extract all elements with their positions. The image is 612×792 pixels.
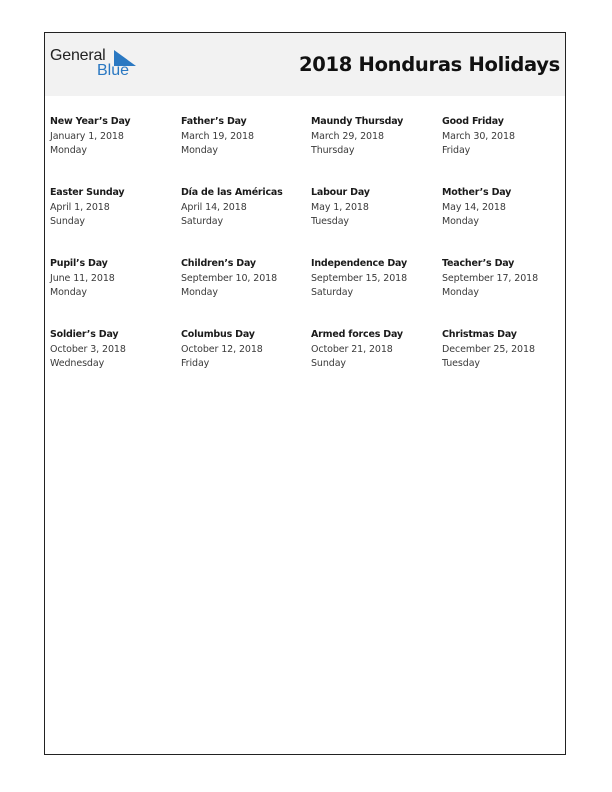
holiday-weekday: Monday — [50, 145, 87, 156]
holiday-weekday: Monday — [181, 287, 218, 298]
generalblue-logo — [50, 47, 140, 83]
holiday-date: June 11, 2018 — [50, 272, 115, 284]
holiday-weekday: Sunday — [50, 216, 85, 227]
holiday-item — [50, 328, 176, 372]
holiday-item — [50, 186, 176, 230]
holiday-item — [442, 328, 568, 372]
holiday-name: Easter Sunday — [50, 187, 125, 198]
holiday-weekday: Friday — [181, 358, 210, 369]
holiday-name: Armed forces Day — [311, 329, 403, 340]
holiday-weekday: Monday — [442, 216, 479, 227]
holiday-weekday: Friday — [442, 145, 471, 156]
holiday-item — [311, 186, 437, 230]
holiday-name: Teacher’s Day — [442, 258, 515, 269]
holiday-name: Maundy Thursday — [311, 116, 404, 127]
page-title: 2018 Honduras Holidays — [299, 53, 560, 76]
holiday-name: Father’s Day — [181, 116, 247, 127]
holiday-date: September 15, 2018 — [311, 272, 408, 284]
holiday-item — [442, 257, 568, 301]
calendar-sheet — [44, 32, 566, 755]
holiday-weekday: Saturday — [181, 216, 224, 227]
holiday-item — [442, 186, 568, 230]
holiday-weekday: Tuesday — [311, 216, 349, 227]
holiday-weekday: Thursday — [311, 145, 355, 156]
holiday-item — [311, 328, 437, 372]
holiday-weekday: Wednesday — [50, 358, 105, 369]
holiday-name: Soldier’s Day — [50, 329, 119, 340]
holiday-name: Columbus Day — [181, 329, 255, 340]
holiday-weekday: Monday — [442, 287, 479, 298]
logo-word-blue: Blue — [97, 62, 130, 79]
holiday-item — [181, 115, 307, 159]
holiday-date: April 1, 2018 — [50, 201, 110, 213]
holiday-date: March 30, 2018 — [442, 130, 515, 142]
holiday-weekday: Sunday — [311, 358, 346, 369]
holiday-weekday: Tuesday — [442, 358, 480, 369]
holiday-date: September 10, 2018 — [181, 272, 278, 284]
logo-word-general: General — [50, 47, 106, 64]
holiday-date: March 19, 2018 — [181, 130, 254, 142]
holiday-weekday: Saturday — [311, 287, 354, 298]
holiday-date: January 1, 2018 — [50, 130, 124, 142]
holiday-date: May 1, 2018 — [311, 201, 369, 213]
holiday-item — [181, 328, 307, 372]
holiday-date: May 14, 2018 — [442, 201, 506, 213]
holiday-item — [311, 257, 437, 301]
holiday-item — [50, 257, 176, 301]
holiday-name: Día de las Américas — [181, 187, 283, 198]
holiday-name: Mother’s Day — [442, 187, 512, 198]
holiday-date: October 12, 2018 — [181, 343, 263, 355]
holiday-name: Pupil’s Day — [50, 258, 108, 269]
holiday-item — [181, 257, 307, 301]
holiday-weekday: Monday — [50, 287, 87, 298]
holiday-name: Good Friday — [442, 116, 504, 127]
holiday-date: October 21, 2018 — [311, 343, 393, 355]
holiday-item — [442, 115, 568, 159]
holiday-name: Independence Day — [311, 258, 407, 269]
holiday-item — [311, 115, 437, 159]
holiday-date: March 29, 2018 — [311, 130, 384, 142]
holiday-weekday: Monday — [181, 145, 218, 156]
holiday-date: October 3, 2018 — [50, 343, 126, 355]
holiday-name: Christmas Day — [442, 329, 517, 340]
holiday-date: December 25, 2018 — [442, 343, 535, 355]
holiday-date: April 14, 2018 — [181, 201, 247, 213]
holiday-item — [50, 115, 176, 159]
holiday-item — [181, 186, 307, 230]
holiday-name: Labour Day — [311, 187, 370, 198]
header-band — [45, 33, 565, 96]
holiday-name: New Year’s Day — [50, 116, 131, 127]
holiday-name: Children’s Day — [181, 258, 256, 269]
holiday-date: September 17, 2018 — [442, 272, 539, 284]
